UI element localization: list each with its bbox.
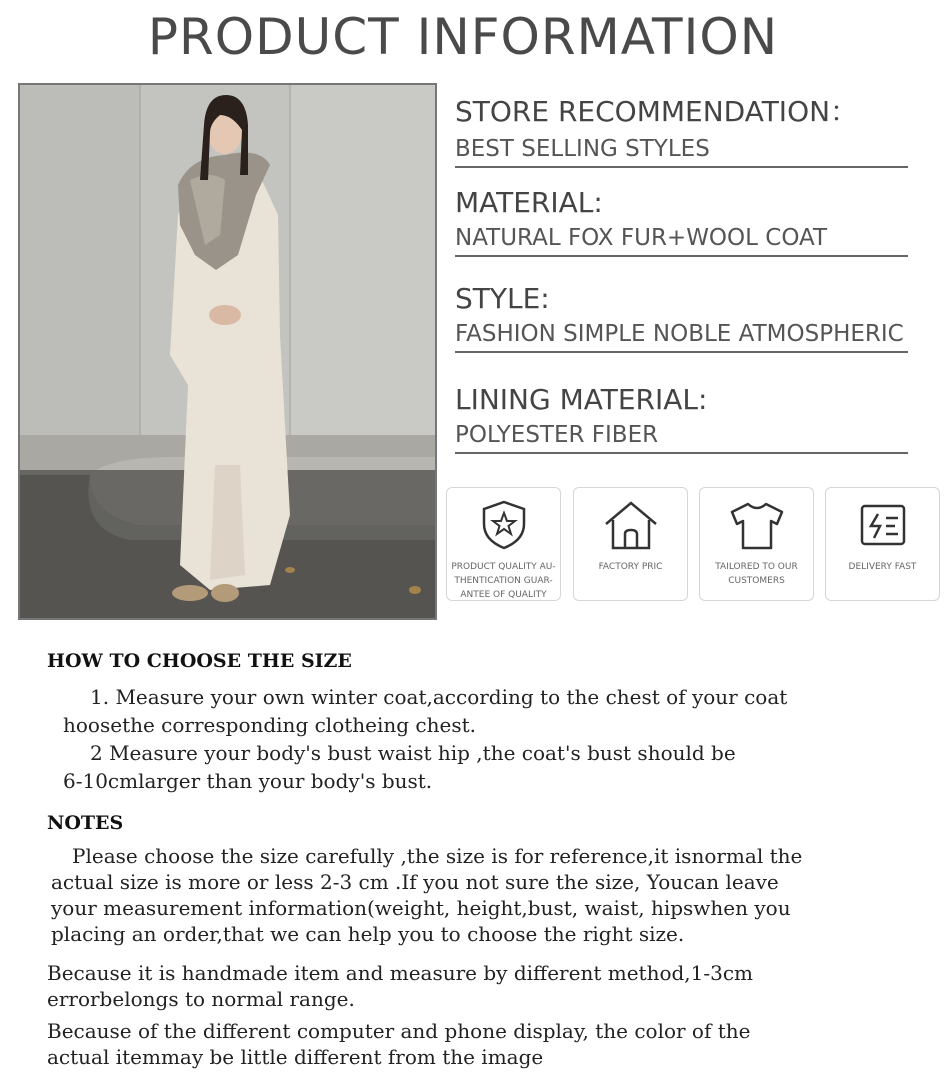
shield-star-icon xyxy=(477,498,531,552)
house-icon xyxy=(601,498,661,552)
size-guide-line: 6-10cmlarger than your body's bust. xyxy=(63,769,433,793)
notes-line: placing an order,that we can help you to choose the right size. xyxy=(51,922,685,946)
badge-quality xyxy=(446,487,561,601)
badge-text-line: PRODUCT QUALITY AU- xyxy=(451,562,556,572)
spec-label: STORE RECOMMENDATION： xyxy=(455,95,859,128)
badge-text-line: TAILORED TO OUR xyxy=(715,562,798,572)
badge-factory-price xyxy=(573,487,688,601)
spec-store-recommendation xyxy=(455,90,910,168)
spec-value: POLYESTER FIBER xyxy=(455,422,908,454)
page-title: PRODUCT INFORMATION xyxy=(147,8,779,66)
notes-line: actual size is more or less 2-3 cm .If you not sure the size, Youcan leave xyxy=(51,870,779,894)
size-guide-line: 2 Measure your body's bust waist hip ,the coat's bust should be xyxy=(90,741,736,765)
spec-style xyxy=(455,282,910,353)
spec-label: LINING MATERIAL: xyxy=(455,383,708,416)
spec-value: NATURAL FOX FUR+WOOL COAT xyxy=(455,225,908,257)
size-guide-line: hoosethe corresponding clotheing chest. xyxy=(63,713,477,737)
badge-text-line: CUSTOMERS xyxy=(728,576,785,586)
badge-text-line: THENTICATION GUAR- xyxy=(454,576,553,586)
notes-line: Because it is handmade item and measure by different method,1-3cm xyxy=(47,961,754,985)
badge-text-line: DELIVERY FAST xyxy=(848,562,917,572)
notes-line: errorbelongs to normal range. xyxy=(47,987,355,1011)
badge-tailored xyxy=(699,487,814,601)
spec-label: MATERIAL: xyxy=(455,186,603,219)
spec-material xyxy=(455,186,910,257)
notes-line: Please choose the size carefully ,the size is for reference,it isnormal the xyxy=(72,844,803,868)
size-guide-heading: HOW TO CHOOSE THE SIZE xyxy=(47,650,352,672)
spec-lining-material xyxy=(455,383,910,454)
badge-delivery xyxy=(825,487,940,601)
badge-text-line: FACTORY PRIC xyxy=(598,562,663,572)
notes-line: your measurement information(weight, height,bust, waist, hipswhen you xyxy=(51,896,791,920)
spec-value: BEST SELLING STYLES xyxy=(455,136,908,168)
notes-line: Because of the different computer and phone display, the color of the xyxy=(47,1019,751,1043)
notes-line: actual itemmay be little different from the image xyxy=(47,1045,544,1069)
fast-delivery-icon xyxy=(853,498,913,552)
badge-text-line: ANTEE OF QUALITY xyxy=(460,590,547,600)
product-photo xyxy=(18,83,437,620)
notes-heading: NOTES xyxy=(47,812,124,834)
size-guide-line: 1. Measure your own winter coat,according to the chest of your coat xyxy=(90,685,788,709)
tshirt-icon xyxy=(727,498,787,552)
spec-value: FASHION SIMPLE NOBLE ATMOSPHERIC xyxy=(455,321,908,353)
spec-label: STYLE: xyxy=(455,282,550,315)
